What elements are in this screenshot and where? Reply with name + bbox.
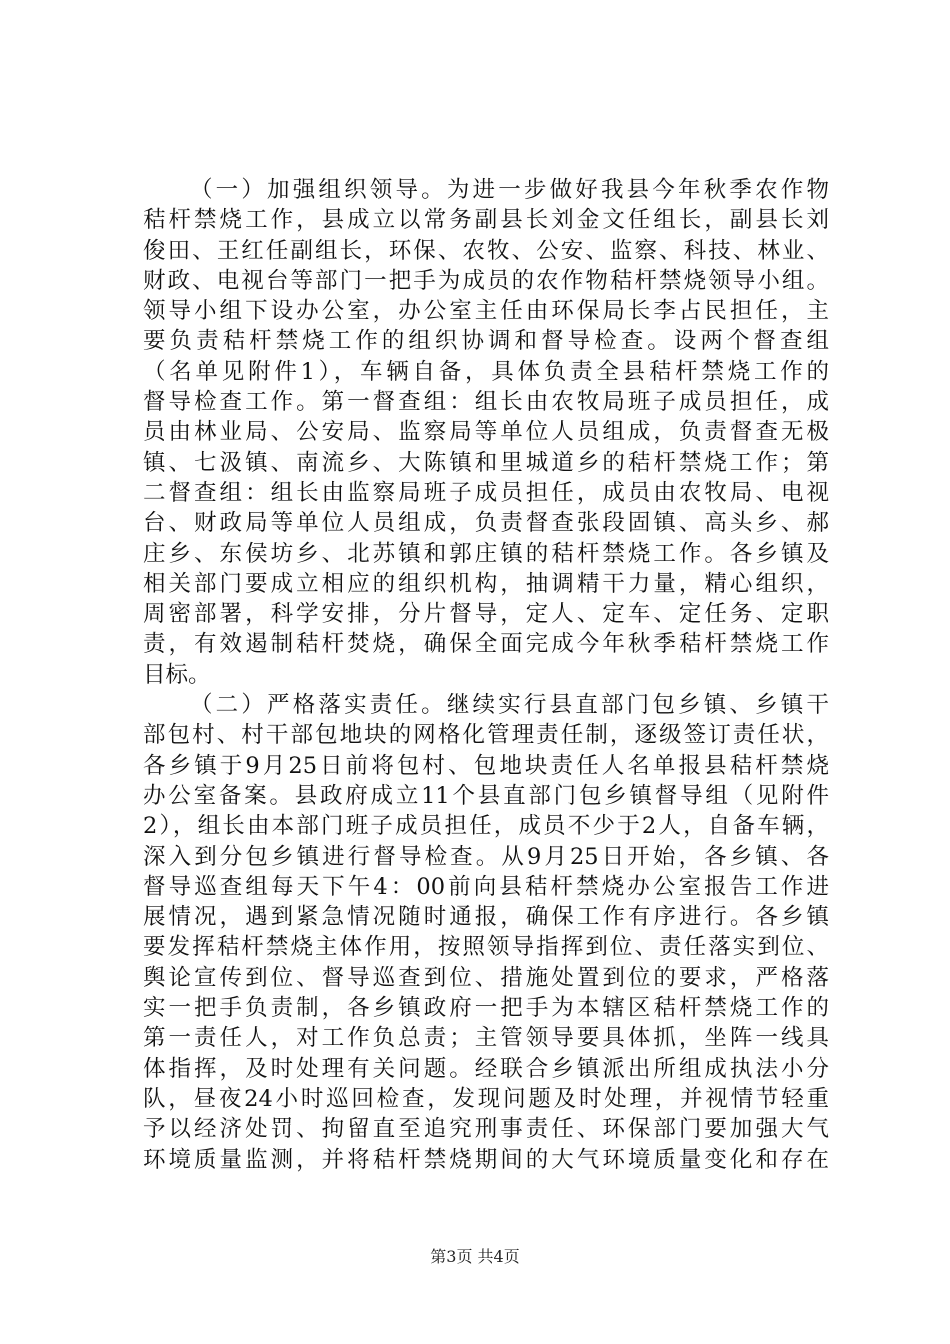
text-line: 庄乡、东侯坊乡、北苏镇和郭庄镇的秸杆禁烧工作。各乡镇及 — [143, 540, 829, 567]
text-line: 2），组长由本部门班子成员担任，成员不少于2人，自备车辆， — [143, 813, 829, 840]
text-line: 台、财政局等单位人员组成，负责督查张段固镇、高头乡、郝 — [143, 510, 829, 537]
text-line: 员由林业局、公安局、监察局等单位人员组成，负责督查无极 — [143, 419, 829, 446]
paragraph-organization-leadership — [143, 175, 829, 690]
text-line: 责，有效遏制秸杆焚烧，确保全面完成今年秋季秸杆禁烧工作 — [143, 631, 829, 658]
text-line: 展情况，遇到紧急情况随时通报，确保工作有序进行。各乡镇 — [143, 904, 829, 931]
text-line: 领导小组下设办公室，办公室主任由环保局长李占民担任，主 — [143, 298, 829, 325]
text-line: 部包村、村干部包地块的网格化管理责任制，逐级签订责任状， — [143, 722, 829, 749]
text-line: 目标。 — [143, 661, 211, 688]
text-line: （名单见附件1），车辆自备，具体负责全县秸杆禁烧工作的 — [143, 358, 829, 385]
text-line: 相关部门要成立相应的组织机构，抽调精干力量，精心组织， — [143, 570, 829, 597]
text-line: （一）加强组织领导。为进一步做好我县今年秋季农作物 — [190, 177, 829, 203]
text-line: 实一把手负责制，各乡镇政府一把手为本辖区秸杆禁烧工作的 — [143, 995, 829, 1022]
text-line: 二督查组：组长由监察局班子成员担任，成员由农牧局、电视 — [143, 479, 829, 506]
text-line: 各乡镇于9月25日前将包村、包地块责任人名单报县秸杆禁烧 — [143, 752, 829, 779]
text-line: 俊田、王红任副组长，环保、农牧、公安、监察、科技、林业、 — [143, 237, 829, 264]
text-line: 第一责任人，对工作负总责；主管领导要具体抓，坐阵一线具 — [143, 1025, 829, 1052]
text-line: 秸杆禁烧工作，县成立以常务副县长刘金文任组长，副县长刘 — [143, 207, 829, 234]
text-line: 深入到分包乡镇进行督导检查。从9月25日开始，各乡镇、各 — [143, 843, 829, 870]
text-line: 办公室备案。县政府成立11个县直部门包乡镇督导组（见附件 — [143, 782, 829, 809]
paragraph-responsibility — [143, 690, 829, 1175]
document-body — [143, 175, 829, 1175]
page-number-footer: 第3页 共4页 — [430, 1247, 520, 1266]
text-line: 要发挥秸杆禁烧主体作用，按照领导指挥到位、责任落实到位、 — [143, 934, 829, 961]
text-line: 督导巡查组每天下午4：00前向县秸杆禁烧办公室报告工作进 — [143, 873, 829, 900]
text-line: 环境质量监测，并将秸杆禁烧期间的大气环境质量变化和存在 — [143, 1146, 829, 1173]
text-line: （二）严格落实责任。继续实行县直部门包乡镇、乡镇干 — [190, 692, 829, 719]
text-line: 周密部署，科学安排，分片督导，定人、定车、定任务、定职 — [143, 601, 829, 628]
text-line: 予以经济处罚、拘留直至追究刑事责任、环保部门要加强大气 — [143, 1116, 829, 1143]
text-line: 舆论宣传到位、督导巡查到位、措施处置到位的要求，严格落 — [143, 964, 829, 991]
text-line: 镇、七汲镇、南流乡、大陈镇和里城道乡的秸杆禁烧工作；第 — [143, 449, 829, 476]
text-line: 要负责秸杆禁烧工作的组织协调和督导检查。设两个督查组 — [143, 328, 829, 355]
text-line: 队，昼夜24小时巡回检查，发现问题及时处理，并视情节轻重 — [143, 1085, 829, 1112]
text-line: 督导检查工作。第一督查组：组长由农牧局班子成员担任，成 — [143, 389, 829, 416]
text-line: 体指挥，及时处理有关问题。经联合乡镇派出所组成执法小分 — [143, 1055, 829, 1082]
text-line: 财政、电视台等部门一把手为成员的农作物秸杆禁烧领导小组。 — [143, 267, 829, 294]
